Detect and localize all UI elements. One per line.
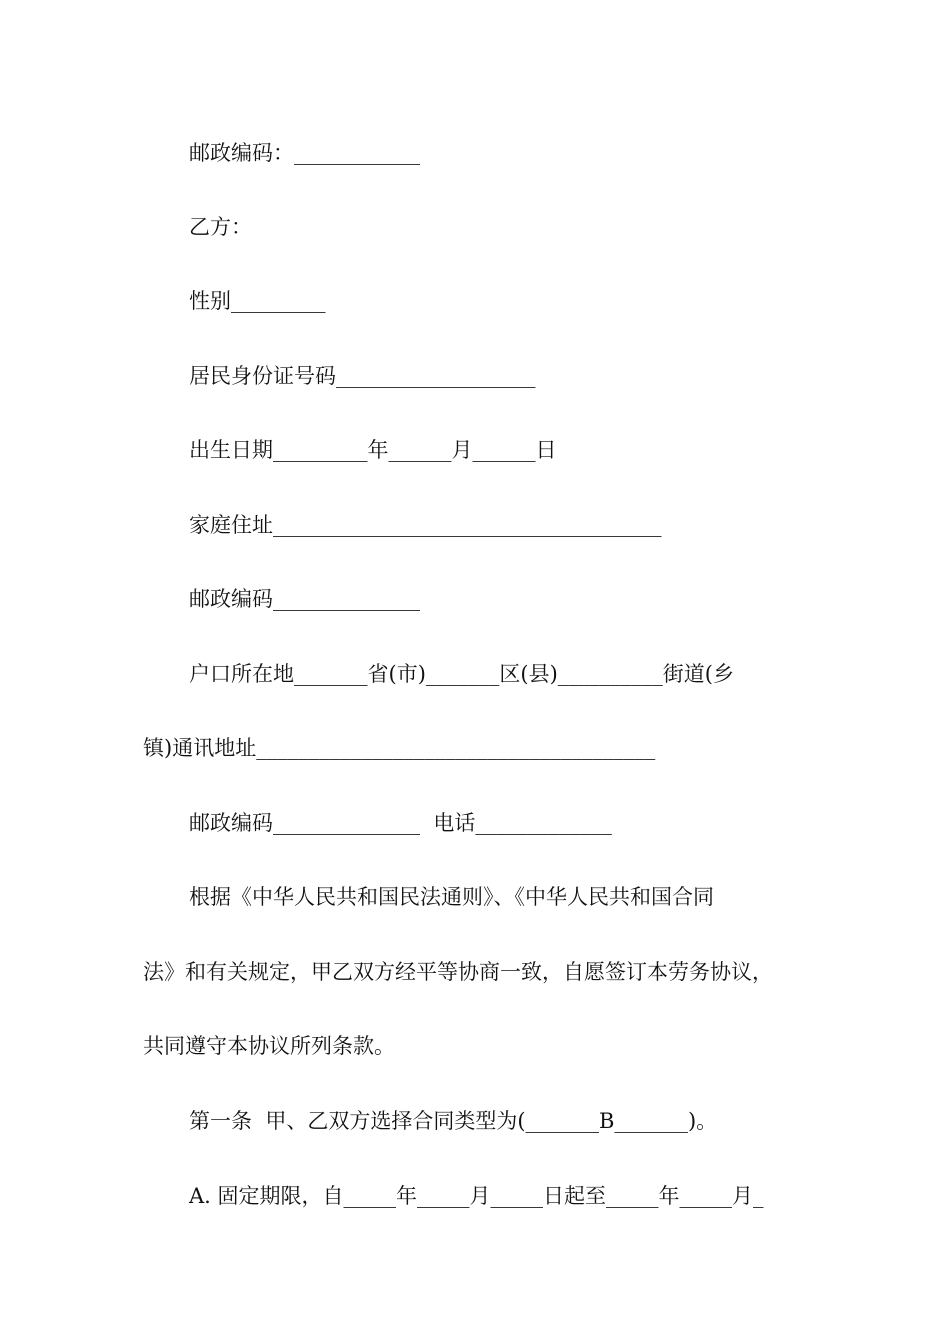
home-address-line: 家庭住址_____________________________________ <box>189 513 662 537</box>
id-number-line: 居民身份证号码___________________ <box>189 364 536 388</box>
birth-date-line: 出生日期_________年______月______日 <box>189 438 557 462</box>
postal-code-phone-line: 邮政编码______________ 电话_____________ <box>189 811 612 835</box>
legal-basis-paragraph-line-3: 共同遵守本协议所列条款。 <box>143 1034 395 1058</box>
postal-code-line-party-a: 邮政编码：____________ <box>189 141 420 165</box>
article-one-line: 第一条 甲、乙双方选择合同类型为(_______B_______)。 <box>189 1109 718 1133</box>
party-b-heading: 乙方： <box>189 215 252 239</box>
legal-basis-paragraph-line-1: 根据《中华人民共和国民法通则》、《中华人民共和国合同 <box>189 885 714 909</box>
option-a-fixed-term-line: A. 固定期限，自_____年_____月_____日起至_____年_____月_ <box>189 1184 764 1208</box>
mailing-address-line: 镇)通讯地址______________________________________ <box>143 736 656 760</box>
legal-basis-paragraph-line-2: 法》和有关规定，甲乙双方经平等协商一致，自愿签订本劳务协议， <box>143 960 773 984</box>
postal-code-line: 邮政编码______________ <box>189 587 420 611</box>
household-registration-line: 户口所在地_______省(市)_______区(县)__________街道(乡 <box>189 662 734 686</box>
gender-line: 性别_________ <box>189 289 326 313</box>
